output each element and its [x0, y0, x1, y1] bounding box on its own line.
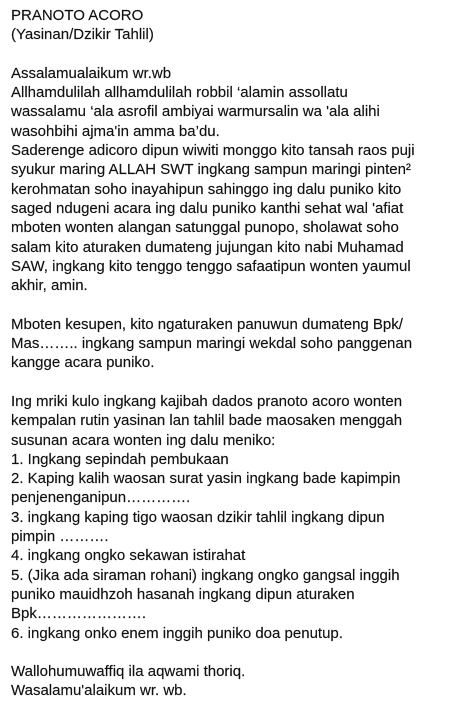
agenda-item: 1. Ingkang sepindah pembukaan: [11, 450, 229, 468]
text-line: Allhamdulilah allhamdulilah robbil ‘alamin assollatu: [11, 84, 348, 102]
thanks-paragraph: [11, 315, 469, 373]
text-line: Wasalamu'alaikum wr. wb.: [11, 682, 187, 700]
text-line: SAW, ingkang kito tenggo tenggo safaatipun wonten yaumul: [11, 257, 411, 275]
text-line: kerohmatan soho inayahipun sahinggo ing dalu puniko kito: [11, 180, 402, 198]
agenda-item: 4. ingkang ongko sekawan istirahat: [11, 547, 246, 565]
opening-paragraph: [11, 83, 469, 295]
text-line: Ing mriki kulo ingkang kajibah dados pranoto acoro wonten: [11, 392, 403, 410]
agenda-item: pimpin ……….: [11, 528, 109, 546]
closing-paragraph: [11, 662, 469, 701]
text-line: salam kito aturaken dumateng jujungan kito nabi Muhamad: [11, 238, 404, 256]
text-line: susunan acara wonten ing dalu meniko:: [11, 431, 276, 449]
paragraph-gap: [11, 295, 469, 314]
agenda-item: 2. Kaping kalih waosan surat yasin ingkang bade kapimpin: [11, 470, 401, 488]
document-subtitle: (Yasinan/Dzikir Tahlil): [11, 26, 154, 44]
text-line: kangge acara puniko.: [11, 354, 155, 372]
agenda-item: penjenenganipun………….: [11, 489, 191, 507]
agenda-item: 5. (Jika ada siraman rohani) ingkang ongko gangsal inggih: [11, 566, 400, 584]
text-line: kempalan rutin yasinan lan tahlil bade maosaken menggah: [11, 412, 403, 430]
document-page: [11, 6, 469, 701]
text-line: wassalamu ‘ala asrofil ambiyai warmursalin wa 'ala alihi: [11, 103, 380, 121]
document-title: PRANOTO ACORO: [11, 7, 144, 24]
text-line: syukur maring ALLAH SWT ingkang sampun maringi pinten²: [11, 161, 411, 179]
text-line: akhir, amin.: [11, 277, 88, 295]
agenda-item: 3. ingkang kaping tigo waosan dzikir tahlil ingkang dipun: [11, 508, 385, 526]
agenda-item: 6. ingkang onko enem inggih puniko doa penutup.: [11, 624, 343, 642]
paragraph-gap: [11, 643, 469, 662]
paragraph-gap: [11, 45, 469, 64]
agenda-list: [11, 450, 469, 643]
paragraph-gap: [11, 373, 469, 392]
text-line: Saderenge adicoro dipun wiwiti monggo kito tansah raos puji: [11, 142, 415, 160]
text-line: saged ndugeni acara ing dalu puniko kanthi sehat wal 'afiat: [11, 199, 404, 217]
text-line: mboten wonten alangan satunggal punopo, sholawat soho: [11, 219, 399, 237]
greeting-line: Assalamualaikum wr.wb: [11, 64, 172, 82]
agenda-item: Bpk………………….: [11, 605, 147, 623]
agenda-item: puniko mauidhzoh hasanah ingkang dipun aturaken: [11, 585, 355, 603]
text-line: Mboten kesupen, kito ngaturaken panuwun dumateng Bpk/: [11, 315, 403, 333]
text-line: Wallohumuwaffiq ila aqwami thoriq.: [11, 663, 246, 681]
intro-paragraph: [11, 392, 469, 450]
text-line: wasohbihi ajma'in amma ba’du.: [11, 122, 220, 140]
text-line: Mas…….. ingkang sampun maringi wekdal soho panggenan: [11, 335, 413, 353]
